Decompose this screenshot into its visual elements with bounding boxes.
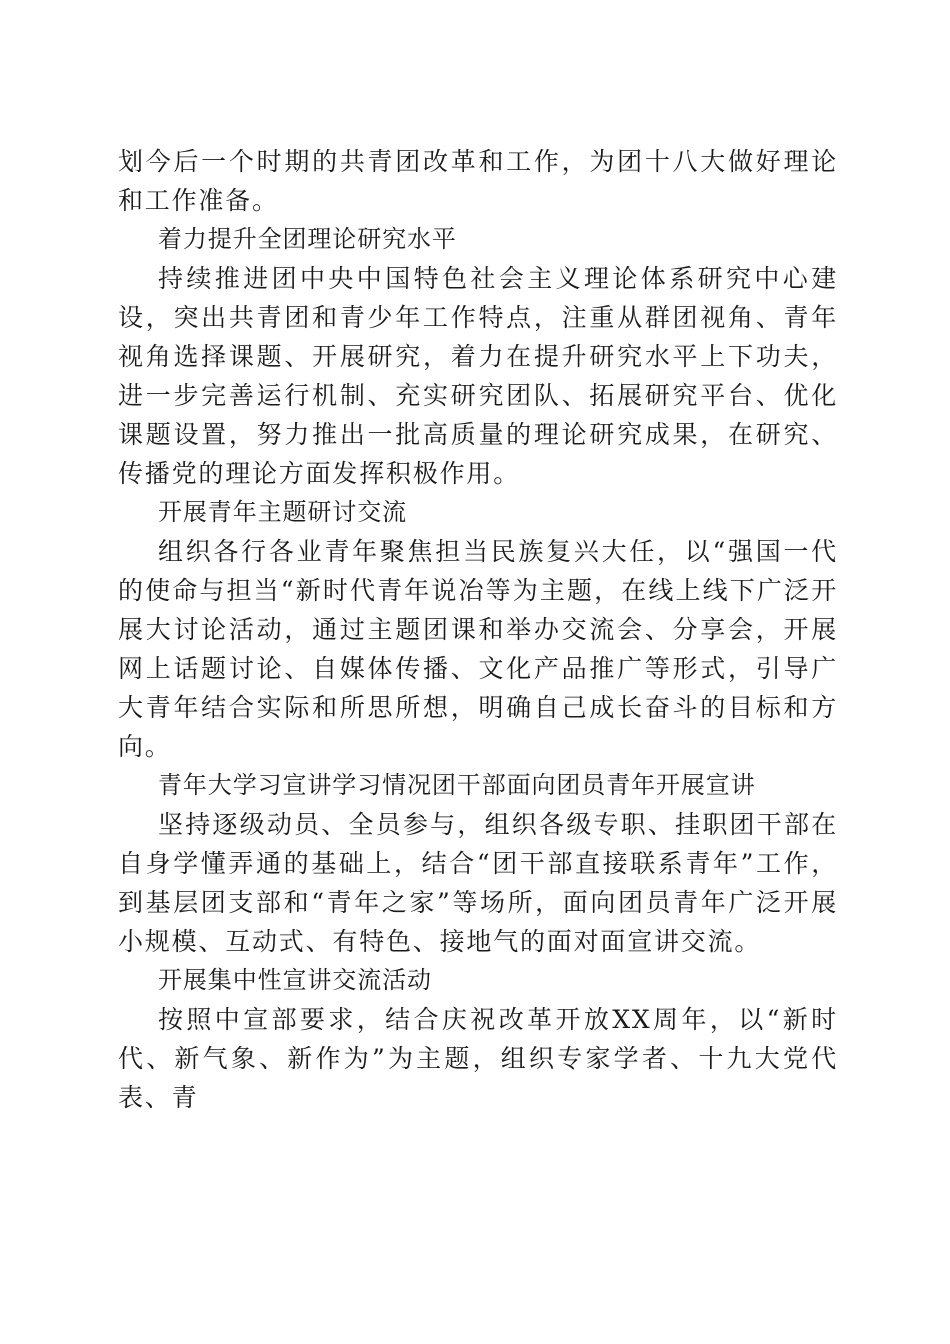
continuation-paragraph: 划今后一个时期的共青团改革和工作，为团十八大做好理论和工作准备。 [118, 147, 838, 215]
section-heading: 开展集中性宣讲交流活动 [158, 966, 432, 994]
section-heading: 青年大学习宣讲学习情况团干部面向团员青年开展宣讲 [158, 771, 756, 799]
section-heading: 着力提升全团理论研究水平 [158, 225, 457, 253]
body-paragraph: 坚持逐级动员、全员参与，组织各级专职、挂职团干部在自身学懂弄通的基础上，结合“团干部直接联系青年”工作，到基层团支部和“青年之家”等场所，面向团员青年广泛开展小规模、互动式、有特色、接地气的面对面宣讲交流。 [118, 810, 838, 956]
document-body [118, 142, 838, 1117]
body-paragraph: 组织各行各业青年聚焦担当民族复兴大任，以“强国一代的使命与担当“新时代青年说冶等为主题，在线上线下广泛开展大讨论活动，通过主题团课和举办交流会、分享会，开展网上话题讨论、自媒体传播、文化产品推广等形式，引导广大青年结合实际和所思所想，明确自己成长奋斗的目标和方向。 [118, 537, 838, 761]
body-paragraph: 按照中宣部要求，结合庆祝改革开放XX周年，以“新时代、新气象、新作为”为主题，组织专家学者、十九大党代表、青 [118, 1005, 838, 1112]
body-paragraph: 持续推进团中央中国特色社会主义理论体系研究中心建设，突出共青团和青少年工作特点，注重从群团视角、青年视角选择课题、开展研究，着力在提升研究水平上下功夫，进一步完善运行机制、充实研究团队、拓展研究平台、优化课题设置，努力推出一批高质量的理论研究成果，在研究、传播党的理论方面发挥积极作用。 [118, 264, 838, 488]
section-heading: 开展青年主题研讨交流 [158, 498, 407, 526]
